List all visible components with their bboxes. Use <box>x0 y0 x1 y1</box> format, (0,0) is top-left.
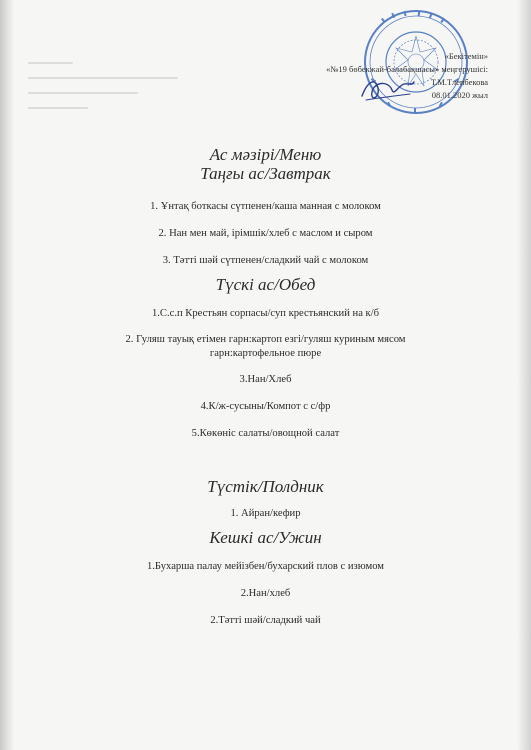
lunch-item-3: 3.Нан/Хлеб <box>239 374 292 385</box>
approval-position: «№19 бөбекжай-балабақшасы» меңгерушісі: <box>326 64 488 74</box>
approval-date: 08.01.2020 жыл <box>431 90 488 100</box>
approval-block <box>298 50 488 102</box>
lunch-item-2-cont: гарн:картофельное пюре <box>209 348 322 359</box>
breakfast-heading: Таңғы ас/Завтрак <box>200 164 331 183</box>
dinner-heading: Кешкі ас/Ужин <box>209 528 322 547</box>
snack-item-1: 1. Айран/кефир <box>230 508 301 519</box>
dinner-item-3: 2.Тәтті шәй/сладкий чай <box>210 615 321 626</box>
lunch-heading: Түскі ас/Обед <box>215 275 316 294</box>
lunch-item-5: 5.Көкөніс салаты/овощной салат <box>191 428 340 439</box>
breakfast-item-2: 2. Нан мен май, ірімшік/хлеб с маслом и сыром <box>158 228 373 239</box>
menu-title: Ас мәзірі/Меню <box>209 145 322 164</box>
dinner-item-2: 2.Нан/хлеб <box>240 588 291 599</box>
lunch-item-1: 1.С.с.п Крестьян сорпасы/суп крестьянский на к/б <box>151 308 380 319</box>
breakfast-item-1: 1. Ұнтақ боткасы сүтпенен/каша манная с молоком <box>150 201 381 212</box>
snack-heading: Түстік/Полдник <box>207 477 324 496</box>
dinner-item-1: 1.Бухарша палау мейізбен/бухарский плов с изюмом <box>146 561 384 572</box>
breakfast-item-3: 3. Тәтті шәй сүтпенен/сладкий чай с молоком <box>162 255 369 266</box>
approval-heading: «Бекітемін» <box>444 51 488 61</box>
lunch-item-4: 4.К/ж-сусыны/Компот с с/фр <box>200 401 331 412</box>
lunch-item-2: 2. Гуляш тауық етімен гарн:картоп езгі/гуляш куриным мясом <box>125 334 406 345</box>
menu-content <box>0 145 531 628</box>
approval-signer: Т.М.Тлепбекова <box>430 77 488 87</box>
faint-header-block <box>28 62 188 122</box>
